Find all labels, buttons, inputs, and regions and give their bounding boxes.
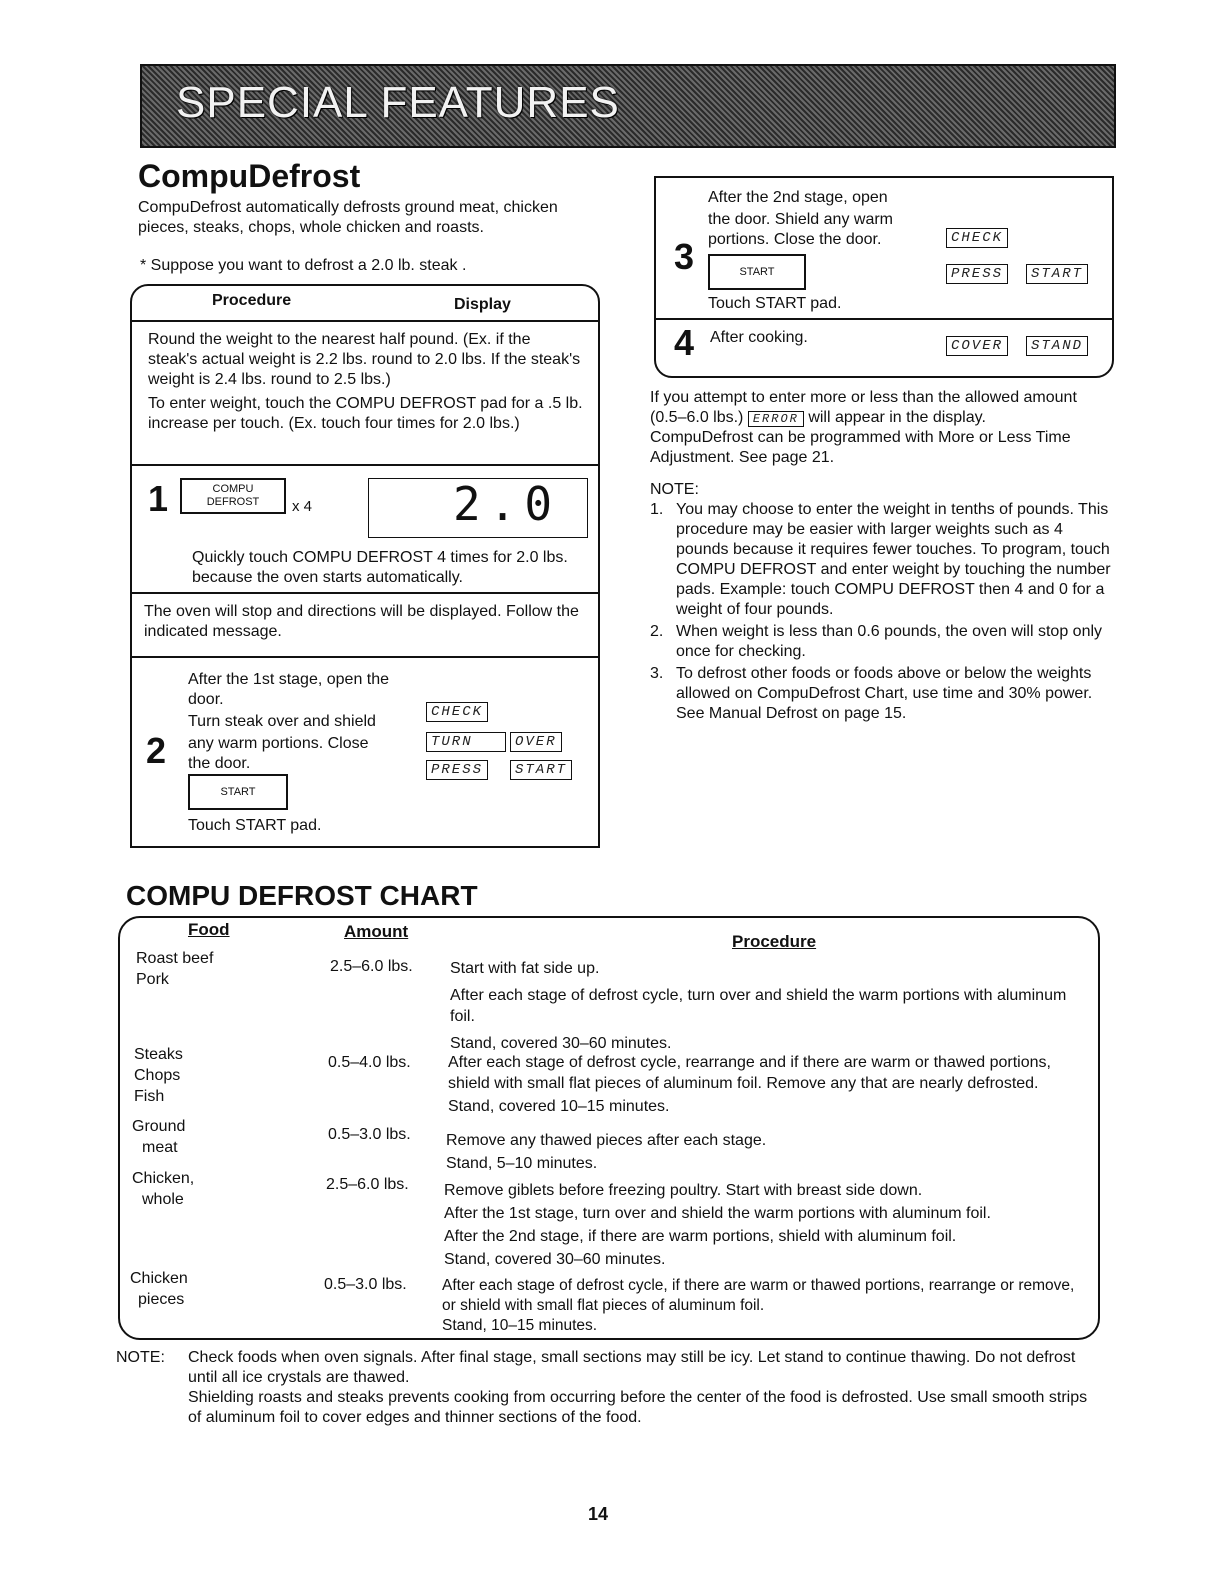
chart-title: COMPU DEFROST CHART: [126, 880, 478, 911]
food-name: Chops: [134, 1067, 181, 1084]
lcd-over: OVER: [510, 732, 562, 752]
touch-start-text: Touch START pad.: [708, 295, 842, 312]
touch-start-text: Touch START pad.: [188, 817, 322, 834]
lcd-error: ERROR: [748, 411, 804, 427]
amount-cell: 0.5–3.0 lbs.: [328, 1126, 411, 1143]
procedure-line: Remove giblets before freezing poultry. Start with breast side down.: [444, 1182, 923, 1199]
col-display-header: Display: [454, 296, 511, 313]
step3-line: portions. Close the door.: [708, 231, 882, 248]
notes-label: NOTE:: [650, 481, 699, 498]
start-pad[interactable]: START: [188, 774, 288, 810]
note-text: When weight is less than 0.6 pounds, the oven will stop only once for checking.: [676, 623, 1103, 660]
step-number: 3: [674, 236, 695, 277]
procedure-cell: [446, 1130, 1090, 1174]
step1-text: Quickly touch COMPU DEFROST 4 times for 2.0 lbs. because the oven starts automatically.: [192, 549, 568, 586]
defrost-chart-table: [118, 916, 1100, 1340]
procedure-cell: [442, 1276, 1090, 1336]
divider: [132, 656, 598, 658]
lcd-check: CHECK: [946, 228, 1008, 248]
food-name: Pork: [136, 971, 169, 988]
page-number: 14: [588, 1504, 609, 1524]
enter-text: To enter weight, touch the COMPU DEFROST pad for a .5 lb. increase per touch. (Ex. touch four times for 2.0 lbs.): [148, 395, 583, 432]
procedure-line: After each stage of defrost cycle, rearrange and if there are warm or thawed portions, shield with small flat pieces of aluminum foil. Remove any that are nearly defrosted.: [448, 1054, 1051, 1092]
table-row: [134, 1044, 183, 1107]
chart-note-label: NOTE:: [116, 1349, 165, 1366]
food-name: meat: [142, 1139, 178, 1156]
list-item: [650, 622, 1116, 662]
table-row: [132, 1116, 185, 1158]
note-number: 1.: [650, 501, 664, 518]
digital-display: [368, 478, 588, 538]
lcd-check: CHECK: [426, 702, 488, 722]
food-name: Steaks: [134, 1046, 183, 1063]
stop-text: The oven will stop and directions will be displayed. Follow the indicated message.: [144, 603, 579, 640]
divider: [656, 318, 1112, 320]
step-number: 2: [146, 730, 167, 771]
procedure-line: After each stage of defrost cycle, turn over and shield the warm portions with aluminum foil.: [450, 987, 1067, 1025]
list-item: [650, 500, 1116, 620]
lcd-stand: STAND: [1026, 336, 1088, 356]
procedure-cell: [450, 958, 1090, 1054]
chart-note-text: [188, 1348, 1098, 1428]
step3-line: After the 2nd stage, open: [708, 189, 888, 206]
food-name: Chicken,: [132, 1170, 195, 1187]
attempt-text: CompuDefrost can be programmed with More or Less Time Adjustment. See page 21.: [650, 429, 1071, 466]
note-number: 3.: [650, 665, 664, 682]
attempt-paragraph: [650, 388, 1116, 468]
procedure-cell: [448, 1052, 1092, 1117]
step2-line: After the 1st stage, open the: [188, 671, 390, 688]
lcd-start: START: [1026, 264, 1088, 284]
note-paragraph: Check foods when oven signals. After final stage, small sections may still be icy. Let stand to continue thawing. Do not defrost until all ice crystals are thawed.: [188, 1349, 1076, 1386]
table-row: [136, 948, 213, 990]
pad-label: COMPU: [212, 483, 254, 495]
display-readout: 2.0: [453, 477, 561, 531]
note-text: You may choose to enter the weight in tenths of pounds. This procedure may be easier with larger weights such as 4 pounds because it requires fewer touches. To program, touch COMPU DEFROST and enter weight by touching the number pads. Example: touch COMPU DEFROST then 4 and 0 for a weight of four pounds.: [676, 501, 1111, 618]
start-pad[interactable]: START: [708, 254, 806, 290]
notes-list: [650, 500, 1116, 724]
lcd-press: PRESS: [946, 264, 1008, 284]
procedure-line: Start with fat side up.: [450, 960, 600, 977]
attempt-text: will appear in the display.: [808, 409, 986, 426]
table-row: [130, 1268, 188, 1310]
food-name: whole: [142, 1191, 184, 1208]
step2-line: any warm portions. Close: [188, 735, 369, 752]
note-text: To defrost other foods or foods above or below the weights allowed on CompuDefrost Chart, use time and 30% power. See Manual Defrost on page 15.: [676, 665, 1093, 722]
procedure-table: [130, 284, 600, 848]
step2-line: door.: [188, 691, 224, 708]
compu-defrost-pad[interactable]: [180, 478, 286, 514]
procedure-line: Stand, covered 30–60 minutes.: [450, 1035, 672, 1052]
touch-count: x 4: [292, 498, 313, 515]
attempt-text: (0.5–6.0 lbs.): [650, 409, 744, 426]
table-row: [132, 1168, 194, 1210]
amount-cell: 2.5–6.0 lbs.: [330, 958, 413, 975]
col-procedure-header: Procedure: [212, 292, 292, 309]
food-name: Ground: [132, 1118, 186, 1135]
procedure-line: After each stage of defrost cycle, if there are warm or thawed portions, rearrange or remove, or shield with small flat pieces of aluminum foil.: [442, 1277, 1075, 1314]
round-text: Round the weight to the nearest half pound. (Ex. if the steak's actual weight is 2.2 lbs. round to 2.0 lbs. If the steak's weight is 2.4 lbs. round to 2.5 lbs.): [148, 331, 581, 388]
procedure-line: Stand, covered 10–15 minutes.: [448, 1098, 670, 1115]
note-paragraph: Shielding roasts and steaks prevents cooking from occurring before the center of the food is defrosted. Use small smooth strips of aluminum foil to cover edges and thinner sections of the food.: [188, 1389, 1088, 1426]
list-item: [650, 664, 1116, 724]
attempt-text: If you attempt to enter more or less than the allowed amount: [650, 389, 1077, 406]
procedure-line: After the 2nd stage, if there are warm portions, shield with aluminum foil.: [444, 1228, 957, 1245]
intro-text: CompuDefrost automatically defrosts ground meat, chicken pieces, steaks, chops, whole chicken and roasts.: [138, 199, 558, 236]
pad-label: DEFROST: [206, 496, 260, 508]
food-name: Fish: [134, 1088, 165, 1105]
section-title: CompuDefrost: [138, 158, 361, 194]
food-name: Chicken: [130, 1270, 188, 1287]
banner-title: SPECIAL FEATURES: [176, 78, 620, 127]
lcd-cover: COVER: [946, 336, 1008, 356]
procedure-line: Stand, 5–10 minutes.: [446, 1155, 598, 1172]
divider: [132, 320, 598, 322]
step-number: 1: [148, 478, 169, 519]
procedure-line: After the 1st stage, turn over and shield the warm portions with aluminum foil.: [444, 1205, 991, 1222]
step2-line: the door.: [188, 755, 251, 772]
suppose-text: * Suppose you want to defrost a 2.0 lb. steak .: [140, 257, 467, 274]
note-number: 2.: [650, 623, 664, 640]
amount-cell: 2.5–6.0 lbs.: [326, 1176, 409, 1193]
step4-text: After cooking.: [710, 329, 808, 346]
steps-box: [654, 176, 1114, 378]
food-name: Roast beef: [136, 950, 214, 967]
section-banner: [140, 64, 1116, 148]
amount-cell: 0.5–4.0 lbs.: [328, 1054, 411, 1071]
divider: [132, 464, 598, 466]
step2-line: Turn steak over and shield: [188, 713, 376, 730]
procedure-cell: [444, 1180, 1090, 1270]
col-amount-header: Amount: [344, 922, 409, 941]
procedure-line: Stand, covered 30–60 minutes.: [444, 1251, 666, 1268]
procedure-line: Stand, 10–15 minutes.: [442, 1317, 598, 1334]
divider: [132, 592, 598, 594]
amount-cell: 0.5–3.0 lbs.: [324, 1276, 407, 1293]
food-name: pieces: [138, 1291, 185, 1308]
lcd-start: START: [510, 760, 572, 780]
col-food-header: Food: [188, 920, 230, 939]
step3-line: the door. Shield any warm: [708, 211, 893, 228]
procedure-line: Remove any thawed pieces after each stage.: [446, 1132, 767, 1149]
step-number: 4: [674, 322, 695, 363]
col-procedure-header: Procedure: [732, 932, 817, 951]
lcd-turn: TURN: [426, 732, 506, 752]
lcd-press: PRESS: [426, 760, 488, 780]
